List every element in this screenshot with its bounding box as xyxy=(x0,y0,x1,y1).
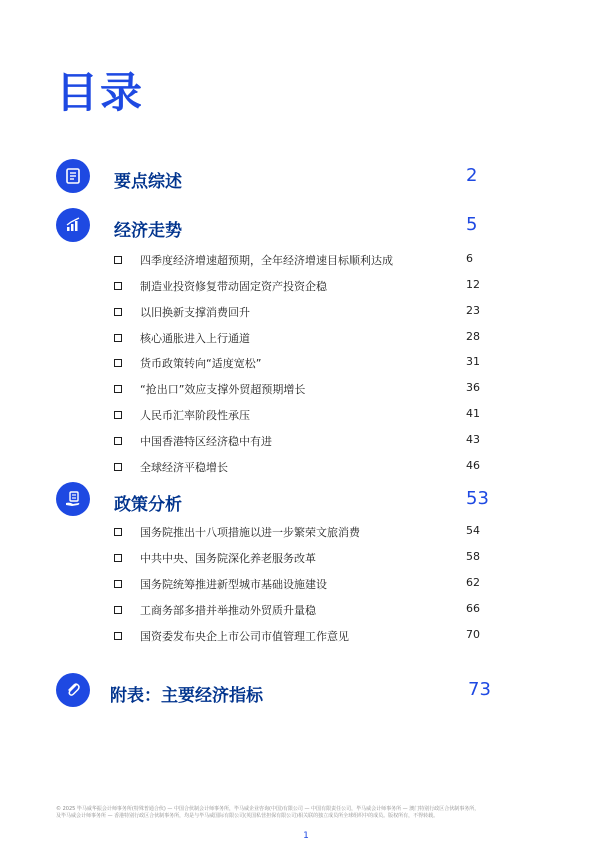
checkbox-square-icon xyxy=(114,385,122,393)
copyright-footer xyxy=(56,806,560,820)
toc-section-summary[interactable] xyxy=(56,159,556,195)
copyright-line: © 2025 毕马威华振会计师事务所(特殊普通合伙) — 中国合伙制会计师事务所，毕马威企业咨询(中国)有限公司 — 中国有限责任公司，毕马威会计师事务所 — 澳门特别行政区合伙制事务所， xyxy=(56,806,480,812)
toc-item[interactable]: 中共中央、国务院深化养老服务改革 58 xyxy=(114,550,504,568)
toc-item[interactable]: 人民币汇率阶段性承压 41 xyxy=(114,407,504,425)
document-list-icon xyxy=(56,159,90,193)
page-title: 目录 xyxy=(56,68,145,117)
toc-item[interactable]: 工商务部多措并举推动外贸质升量稳 66 xyxy=(114,602,504,620)
checkbox-square-icon xyxy=(114,334,122,342)
hand-document-icon xyxy=(56,482,90,516)
toc-section-page: 5 xyxy=(466,214,478,235)
toc-item[interactable]: 以旧换新支撑消费回升 23 xyxy=(114,304,504,322)
toc-section-label: 政策分析 xyxy=(114,495,182,515)
checkbox-square-icon xyxy=(114,411,122,419)
toc-section-label: 附表：主要经济指标 xyxy=(110,686,263,706)
toc-item[interactable]: 国资委发布央企上市公司市值管理工作意见 70 xyxy=(114,628,504,646)
checkbox-square-icon xyxy=(114,606,122,614)
checkbox-square-icon xyxy=(114,437,122,445)
checkbox-square-icon xyxy=(114,463,122,471)
toc-item[interactable]: 制造业投资修复带动固定资产投资企稳 12 xyxy=(114,278,504,296)
page-number: 1 xyxy=(303,831,309,841)
checkbox-square-icon xyxy=(114,308,122,316)
bar-chart-icon xyxy=(56,208,90,242)
copyright-line: 及毕马威会计师事务所 — 香港特别行政区合伙制事务所，均是与毕马威国际有限公司(英国私营担保有限公司)相关联的独立成员所全球组织中的成员。版权所有，不得转载。 xyxy=(56,813,439,819)
checkbox-square-icon xyxy=(114,528,122,536)
toc-section-label: 要点综述 xyxy=(114,172,182,192)
toc-section-page: 73 xyxy=(468,679,491,700)
toc-section-appendix[interactable] xyxy=(56,673,556,709)
toc-item[interactable]: 货币政策转向“适度宽松” 31 xyxy=(114,355,504,373)
toc-section-economy[interactable] xyxy=(56,208,556,244)
toc-item[interactable]: 四季度经济增速超预期，全年经济增速目标顺利达成 6 xyxy=(114,252,504,270)
toc-section-page: 2 xyxy=(466,165,478,186)
checkbox-square-icon xyxy=(114,554,122,562)
checkbox-square-icon xyxy=(114,256,122,264)
toc-item[interactable]: 全球经济平稳增长 46 xyxy=(114,459,504,477)
checkbox-square-icon xyxy=(114,359,122,367)
toc-item[interactable]: “抢出口”效应支撑外贸超预期增长 36 xyxy=(114,381,504,399)
toc-item[interactable]: 核心通胀进入上行通道 28 xyxy=(114,330,504,348)
checkbox-square-icon xyxy=(114,580,122,588)
toc-section-label: 经济走势 xyxy=(114,221,182,241)
toc-section-policy[interactable] xyxy=(56,482,556,518)
paperclip-icon xyxy=(56,673,90,707)
toc-item[interactable]: 国务院统筹推进新型城市基础设施建设 62 xyxy=(114,576,504,594)
toc-item[interactable]: 中国香港特区经济稳中有进 43 xyxy=(114,433,504,451)
toc-section-page: 53 xyxy=(466,488,489,509)
toc-item[interactable]: 国务院推出十八项措施以进一步繁荣文旅消费 54 xyxy=(114,524,504,542)
checkbox-square-icon xyxy=(114,632,122,640)
checkbox-square-icon xyxy=(114,282,122,290)
